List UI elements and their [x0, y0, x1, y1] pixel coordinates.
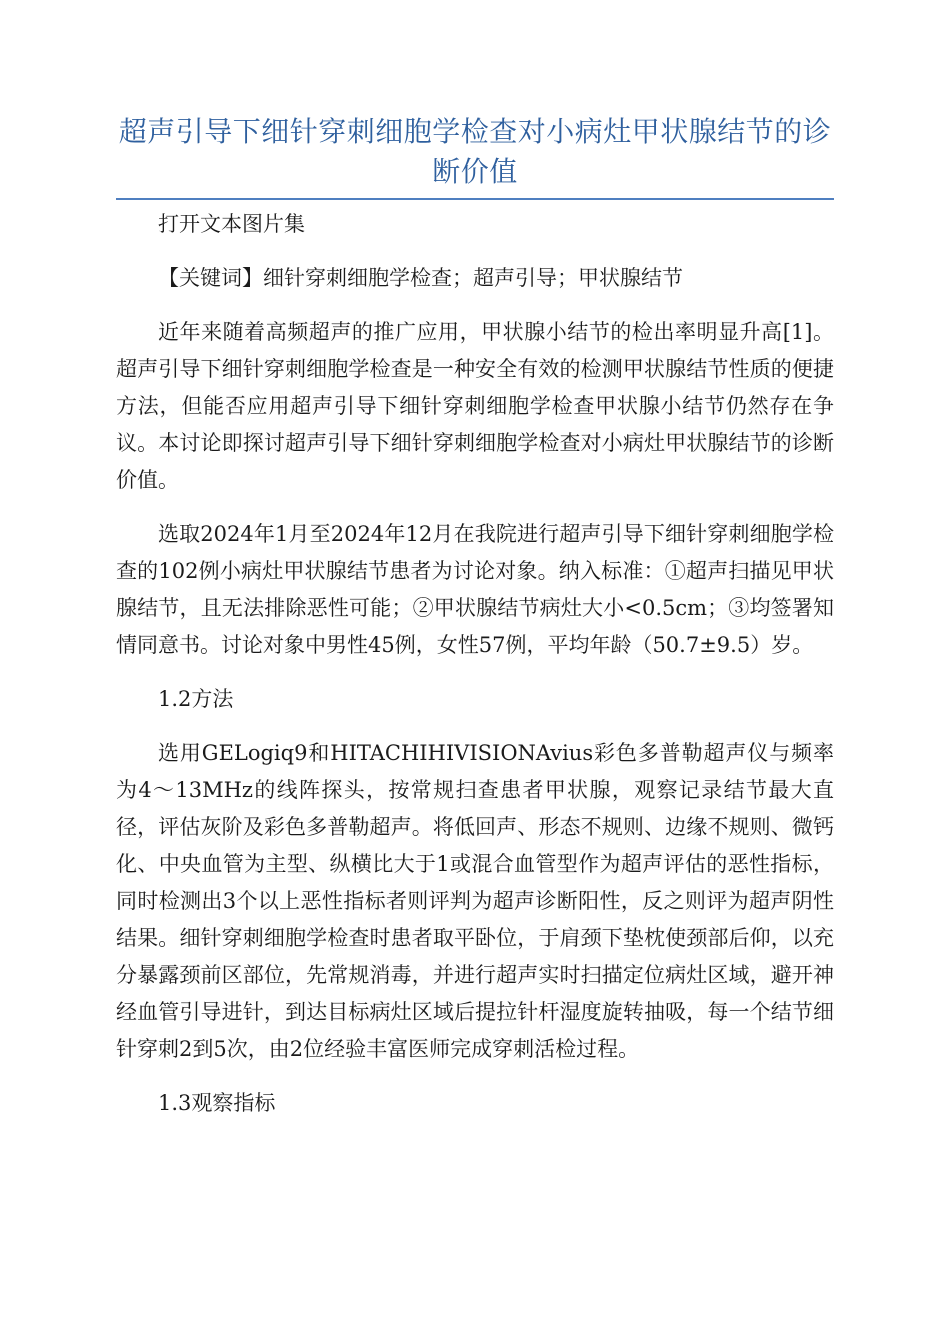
paragraph-intro: 近年来随着高频超声的推广应用，甲状腺小结节的检出率明显升高[1]。超声引导下细针穿刺细胞学检查是一种安全有效的检测甲状腺结节性质的便捷方法，但能否应用超声引导下细针穿刺细胞学检查甲状腺小结节仍然存在争议。本讨论即探讨超声引导下细针穿刺细胞学检查对小病灶甲状腺结节的诊断价值。	[116, 320, 834, 492]
open-image-gallery-link[interactable]: 打开文本图片集	[158, 212, 305, 236]
keywords-line: 【关键词】细针穿刺细胞学检查；超声引导；甲状腺结节	[158, 266, 683, 290]
document-title: 超声引导下细针穿刺细胞学检查对小病灶甲状腺结节的诊断价值	[118, 115, 832, 188]
section-heading-observation: 1.3观察指标	[158, 1091, 276, 1115]
paragraph-subjects: 选取2024年1月至2024年12月在我院进行超声引导下细针穿刺细胞学检查的102例小病灶甲状腺结节患者为讨论对象。纳入标准：①超声扫描见甲状腺结节，且无法排除恶性可能；②甲状腺结节病灶大小<0.5cm；③均签署知情同意书。讨论对象中男性45例，女性57例，平均年龄（50.7±9.5）岁。	[116, 522, 834, 657]
document-body	[116, 206, 834, 1139]
title-block	[116, 112, 834, 200]
section-heading-method: 1.2方法	[158, 687, 234, 711]
paragraph-method: 选用GELogiq9和HITACHIHIVISIONAvius彩色多普勒超声仪与频率为4～13MHz的线阵探头，按常规扫查患者甲状腺，观察记录结节最大直径，评估灰阶及彩色多普勒超声。将低回声、形态不规则、边缘不规则、微钙化、中央血管为主型、纵横比大于1或混合血管型作为超声评估的恶性指标，同时检测出3个以上恶性指标者则评判为超声诊断阳性，反之则评为超声阴性结果。细针穿刺细胞学检查时患者取平卧位，于肩颈下垫枕使颈部后仰，以充分暴露颈前区部位，先常规消毒，并进行超声实时扫描定位病灶区域，避开神经血管引导进针，到达目标病灶区域后提拉针杆湿度旋转抽吸，每一个结节细针穿刺2到5次，由2位经验丰富医师完成穿刺活检过程。	[116, 741, 834, 1061]
